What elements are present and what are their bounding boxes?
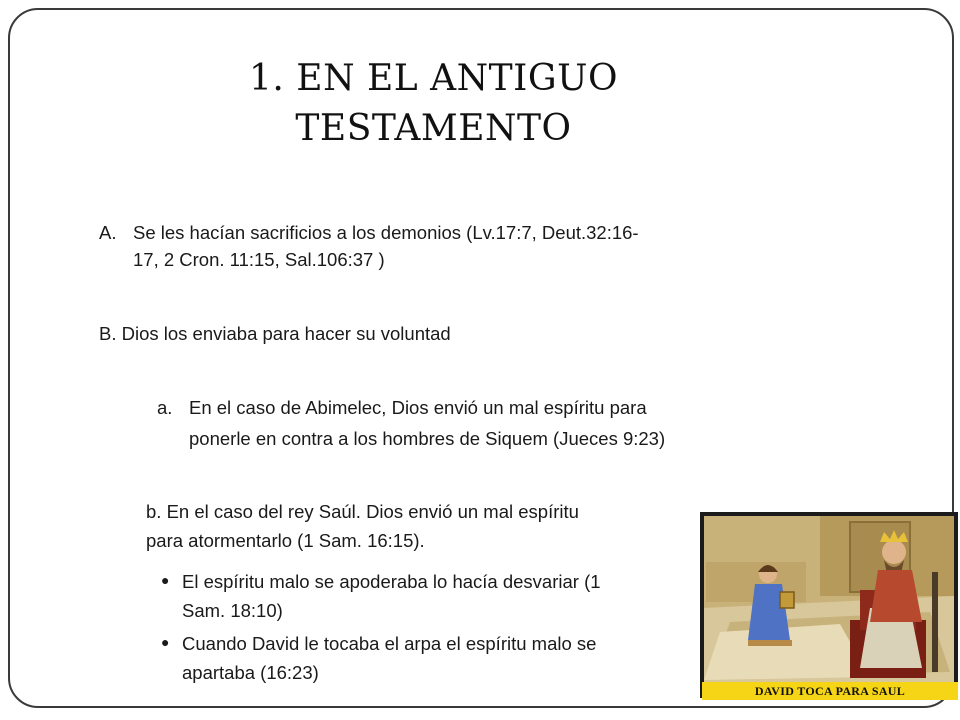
item-a-line1: Se les hacían sacrificios a los demonios (Lv.17:7, Deut.32:16- <box>133 222 639 243</box>
image-caption: DAVID TOCA PARA SAUL <box>702 682 958 700</box>
item-b: B. Dios los enviaba para hacer su voluntad <box>99 323 451 344</box>
item-a-marker: A. <box>99 222 117 243</box>
bullet-1-line1: El espíritu malo se apoderaba lo hacía desvariar (1 <box>182 571 601 592</box>
bullet-2-line2: apartaba (16:23) <box>182 662 319 683</box>
slide-title-line1: 1. EN EL ANTIGUO <box>249 58 618 99</box>
sub-item-b-line2: para atormentarlo (1 Sam. 16:15). <box>146 530 425 551</box>
item-a-line2: 17, 2 Cron. 11:15, Sal.106:37 ) <box>133 249 385 270</box>
bullet-marker-1: ● <box>161 572 170 588</box>
bullet-marker-2: ● <box>161 634 170 650</box>
bullet-2-line1: Cuando David le tocaba el arpa el espíritu malo se <box>182 633 597 654</box>
slide-title-line2: TESTAMENTO <box>295 108 572 149</box>
sub-item-a-line2: ponerle en contra a los hombres de Siquem (Jueces 9:23) <box>189 428 666 449</box>
sub-item-a-marker: a. <box>157 397 173 418</box>
sub-item-b-line1: b. En el caso del rey Saúl. Dios envió un mal espíritu <box>146 501 579 522</box>
sub-item-a-line1: En el caso de Abimelec, Dios envió un mal espíritu para <box>189 397 647 418</box>
david-saul-illustration <box>700 512 958 698</box>
bullet-1-line2: Sam. 18:10) <box>182 600 283 621</box>
